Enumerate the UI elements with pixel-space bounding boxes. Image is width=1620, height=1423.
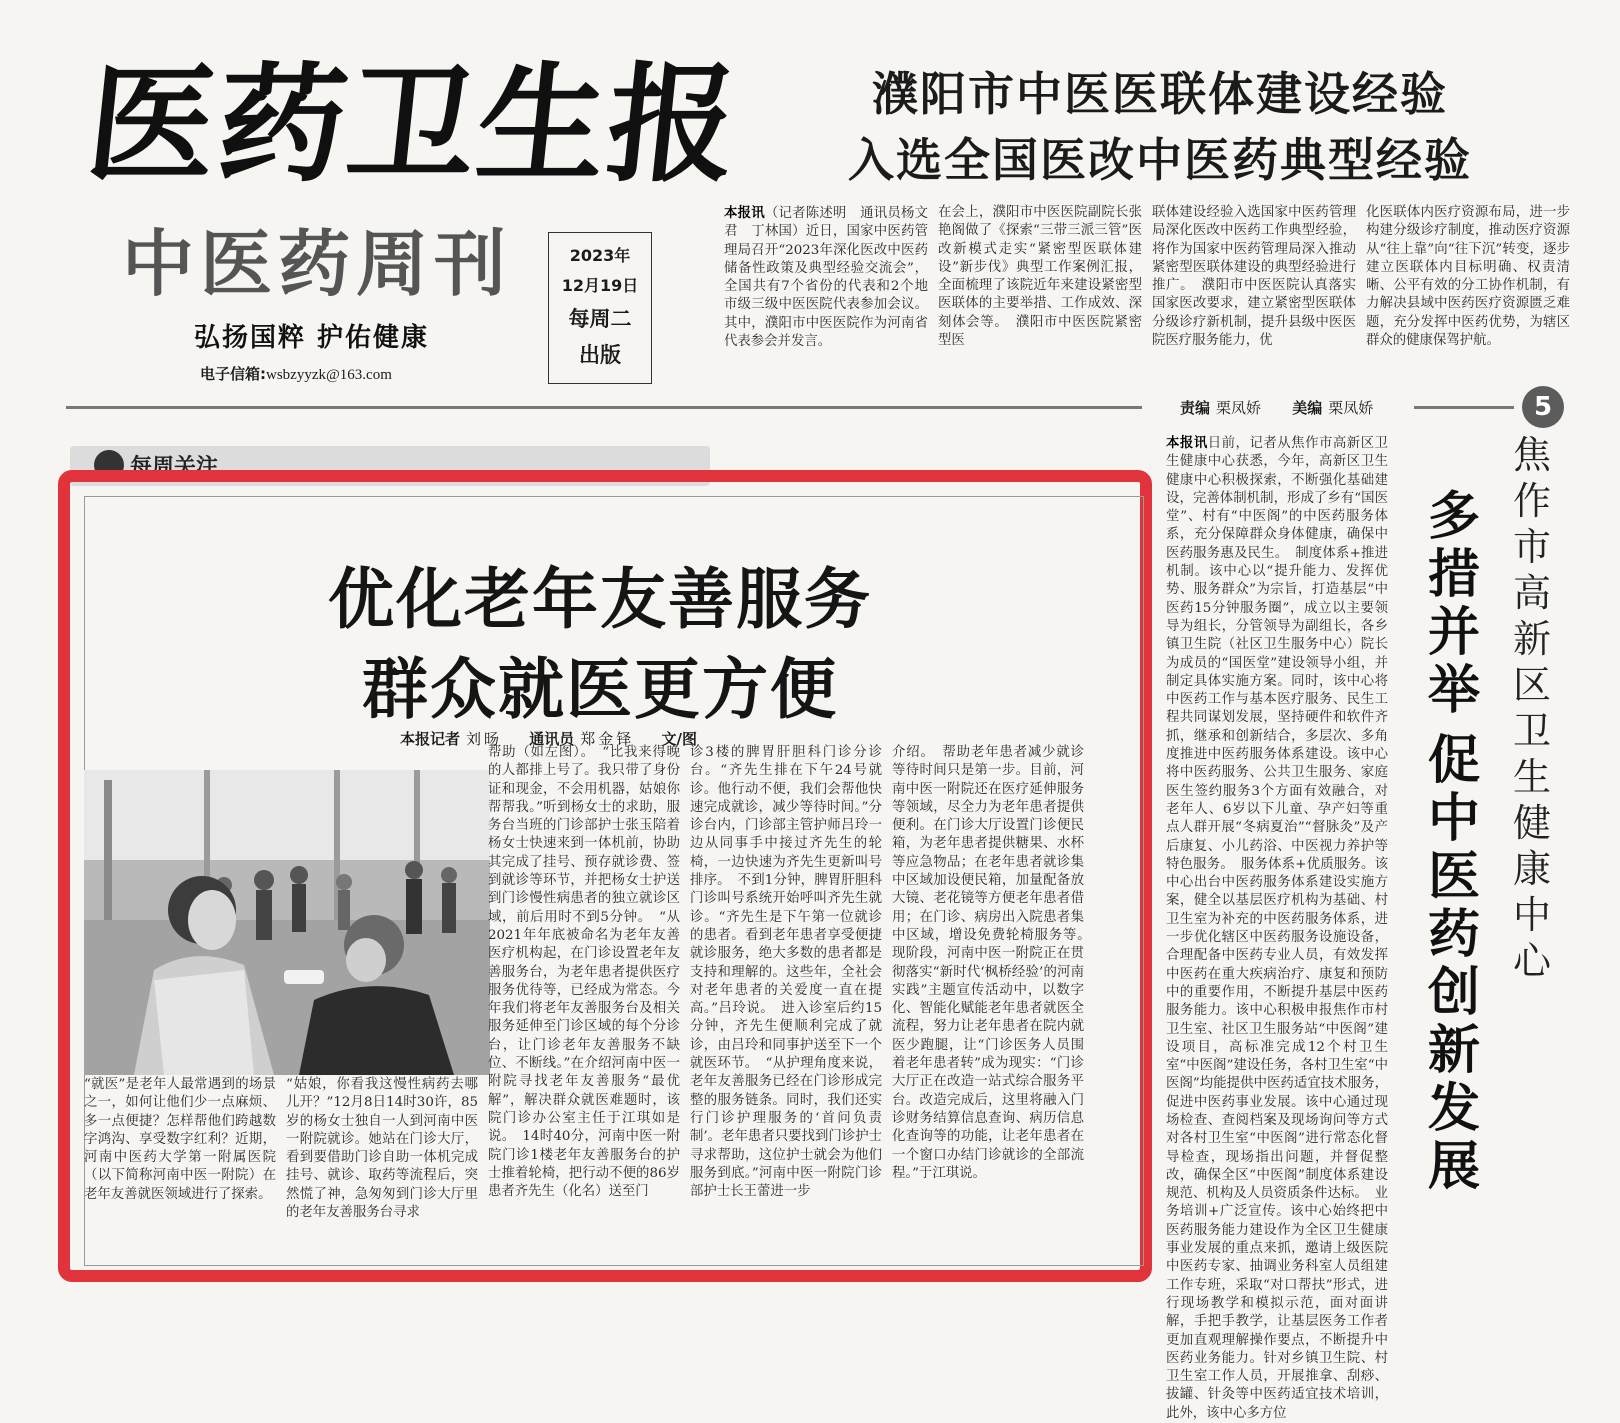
- art-editor-label: 美编: [1292, 399, 1323, 417]
- side-story-headline-big-2: 促中医药创新发展: [1427, 730, 1480, 1197]
- email-label: 电子信箱:: [200, 365, 266, 383]
- date-day: 12月19日: [561, 276, 639, 295]
- slogan: 弘扬国粹 护佑健康: [194, 323, 430, 353]
- column-tab-label: 每周关注: [130, 455, 219, 480]
- feature-col-1: “就医”是老年人最常遇到的场景之一，如何让他们少一点麻烦、多一点便捷？怎样帮他们跨越数字鸿沟、享受数字红利？近期，河南中医药大学第一附属医院（以下简称河南中医一附院）在老年友善就医领域进行了探索。: [84, 1077, 276, 1202]
- feature-col-4: 诊3楼的脾胃肝胆科门诊分诊台。“齐先生排在下午24号就诊。他行动不便，我们会帮他快速完成就诊，减少等待时间。”分诊台内，门诊部主管护师吕玲一边从同事手中接过齐先生的轮椅，一边快速为齐先生更新叫号排序。 不到1分钟，脾胃肝胆科门诊叫号系统开始呼叫齐先生就诊。“齐先生是下午第一位就诊的患者。看到老年患者享受便捷就诊服务，绝大多数的患者都是支持和理解的。这些年，全社会对老年患者的关爱度一直在提高。”吕玲说。 进入诊室后约15分钟，齐先生便顺利完成了就诊，由吕玲和同事护送至下一个就医环节。 “从护理角度来说，老年友善服务已经在门诊形成完整的服务链条。同时，我们还实行门诊护理服务的‘首问负责制’。老年患者只要找到门诊护士寻求帮助，这位护士就会为他们服务到底。”河南中医一附院门诊部护士长王蕾进一步: [690, 745, 882, 1200]
- reporter-label: 本报记者: [400, 730, 461, 748]
- side-story-text: 日前，记者从焦作市高新区卫生健康中心获悉，今年，高新区卫生健康中心积极探索，不断强化基础建设，完善体制机制，形成了乡有“国医堂”、村有“中医阁”的中医药服务体系，充分保障群众身体健康，确保中医药服务惠及民生。 制度体系+推进机制。该中心以“提升能力、发挥优势、服务群众”为宗旨，打造基层“中医药15分钟服务圈”，成立以主要领导为组长，分管领导为副组长，各乡镇卫生院（社区卫生服务中心）院长为成员的“国医堂”建设领导小组，并制定具体实施方案。同时，该中心将中医药工作与基本医疗服务、民生工程共同谋划发展，坚持硬件和软件齐抓，继承和创新结合，多层次、多角度推进中医药服务体系建设。该中心将中医药服务、公共卫生服务、家庭医生签约服务3个方面有效融合，对老年人、6岁以下儿童、孕产妇等重点人群开展“冬病夏治”“督脉灸”及产后康复、小儿药浴、中医视力养护等特色服务。 服务体系+优质服务。该中心出台中医药服务体系建设实施方案，健全以基层医疗机构为基础、村卫生室为补充的中医药服务体系，进一步优化辖区中医药服务设施设备，合理配备中医药专业人员，有效发挥中医药在重大疾病治疗、康复和预防中的重要作用，不断提升基层中医药服务能力。该中心积极申报焦作市村卫生室、社区卫生服务站“中医阁”建设项目，高标准完成12个村卫生室“中医阁”建设任务，各村卫生室“中医阁”均能提供中医药适宜技术服务，促进中医药事业发展。该中心通过现场检查、查阅档案及现场询问等方式对各村卫生室“中医阁”进行常态化督导检查，现场指出问题，并督促整改，确保全区“中医阁”制度体系建设规范、机构及人员资质条件达标。 业务培训+广泛宣传。该中心始终把中医药服务能力建设作为全区卫生健康事业发展的重点来抓，邀请上级医院中医药专家、抽调业务科室人员组建工作专班，采取“对口帮扶”形式，进行现场教学和模拟示范，面对面讲解，手把手教学，让基层医务工作者更加直观理解操作要点，不断提升中医药业务能力。针对乡镇卫生院、村卫生室工作人员，开展推拿、刮痧、拔罐、针灸等中医药适宜技术培训，此外，该中心多方位: [1166, 436, 1389, 1421]
- top-story-headline-2: 入选全国医改中医药典型经验: [848, 133, 1472, 187]
- top-story-col-3: 联体建设经验入选国家中医药管理局深化医改中医药工作典型经验，将作为国家中医药管理局深入推动紧密型医联体建设的典型经验进行推广。 濮阳市中医医院认真落实国家医改要求，建立紧密型医联体分级诊疗新机制，提升县级中医医院医疗服务能力，优: [1152, 205, 1356, 349]
- top-story-lead: 本报讯: [724, 205, 765, 221]
- side-story-body: [1166, 434, 1389, 1421]
- feature-col-3: 帮助（如左图）。 “比我来得晚的人都排上号了。我只带了身份证和现金，不会用机器，姑娘你帮帮我。”听到杨女士的求助，服务台当班的门诊部护士张玉陪着杨女士快速来到一体机前，协助其完成了挂号、预存就诊费、签到就诊等环节，并把杨女士护送到门诊慢性病患者的独立就诊区域，前后用时不到5分钟。 “从2021年年底被命名为老年友善医疗机构起，在门诊设置老年友善服务台，为老年患者提供医疗服务优待等，已经成为常态。今年我们将老年友善服务台及相关服务延伸至门诊区域的每个分诊台，让门诊老年友善服务不缺位、不断线。”在介绍河南中医一附院寻找老年友善服务“最优解”，解决群众就医难题时，该院门诊办公室主任于江琪如是说。 14时40分，河南中医一附院门诊1楼老年友善服务台的护士推着轮椅，把行动不便的86岁患者齐先生（化名）送至门: [488, 745, 680, 1200]
- top-story-col-4: 化医联体内医疗资源布局，进一步构建分级诊疗制度，推动医疗资源从“往上靠”向“往下沉”转变，逐步建立医联体内目标明确、权责清晰、公平有效的分工协作机制，有力解决县域中医药医疗资源匮乏难题，充分发挥中医药优势，为辖区群众的健康保驾护航。: [1366, 205, 1570, 349]
- top-story-col-1-text: （记者陈述明 通讯员杨文君 丁林国）近日，国家中医药管理局召开“2023年深化医改中医药储备性政策及典型经验交流会”，全国共有7个省份的代表和2个地市级三级中医医院代表参加会议。其中，濮阳市中医医院作为河南省代表参会并发言。: [724, 206, 929, 350]
- correspondent-label: 通讯员: [529, 730, 575, 748]
- top-story-headline-1: 濮阳市中医医联体建设经验: [872, 67, 1448, 121]
- divider-rule-right: [1414, 406, 1514, 409]
- correspondent-name: 郑金铎: [580, 730, 635, 748]
- feature-headline-2: 群众就医更方便: [362, 650, 838, 728]
- reporter-name: 刘旸: [466, 730, 503, 748]
- editor-label: 责编: [1180, 399, 1211, 417]
- date-box: [548, 232, 652, 384]
- side-story-lead: 本报讯: [1166, 435, 1208, 451]
- credit-label: 文/图: [661, 730, 698, 748]
- date-year: 2023年: [569, 246, 631, 265]
- top-story-col-1: [724, 204, 928, 364]
- feature-col-5: 介绍。 帮助老年患者减少就诊等待时间只是第一步。目前，河南中医一附院还在医疗延伸服务等领域，尽全力为老年患者提供便利。在门诊大厅设置门诊便民箱，为老年患者提供糖果、水杯等应急物品；在老年患者就诊集中区域加设便民箱，加量配备放大镜、老花镜等方便老年患者借用；在门诊、病房出入院患者集中区域，增设免费轮椅服务等。 现阶段，河南中医一附院正在贯彻落实“新时代‘枫桥经验’的河南实践”主题宣传活动中，以数字化、智能化赋能老年患者就医全流程，努力让老年患者在院内就医少跑腿，让“门诊医务人员围着老年患者转”成为现实：“门诊大厅正在改造一站式综合服务平台。改造完成后，这里将融入门诊财务结算信息查询、病历信息化查询等的功能，让老年患者在一个窗口办结门诊就诊的全部流程。”于江琪说。: [892, 745, 1098, 1181]
- side-story-headline-small: 焦作市高新区卫生健康中心: [1512, 433, 1551, 983]
- editors-line: [1180, 398, 1399, 418]
- masthead-title: 医药卫生报: [80, 50, 746, 200]
- editor-name: 栗凤娇: [1216, 399, 1262, 417]
- side-story-headline-big-1: 多措并举: [1427, 486, 1480, 721]
- feature-photo: [84, 770, 490, 1075]
- feature-photo-image: [84, 770, 490, 1075]
- email-address[interactable]: wsbzyyzk@163.com: [266, 367, 392, 383]
- feature-col-2: “姑娘，你看我这慢性病药去哪儿开？”12月8日14时30许，85岁的杨女士独自一人到河南中医一附院就诊。她站在门诊大厅，看到要借助门诊自助一体机完成挂号、就诊、取药等流程后，突然慌了神，急匆匆到门诊大厅里的老年友善服务台寻求: [286, 1077, 478, 1221]
- art-editor-name: 栗凤娇: [1328, 399, 1374, 417]
- divider-rule-left: [66, 406, 1142, 409]
- date-publish: 出版: [579, 343, 621, 367]
- section-title: 中医药周刊: [122, 221, 513, 306]
- top-story-col-2: 在会上，濮阳市中医医院副院长张艳阁做了《探索“三带三派三管”医改新模式走实“紧密型医联体建设”新步伐》典型工作案例汇报，全面梳理了该院近年来建设紧密型医联体的主要举措、工作成效、深刻体会等。 濮阳市中医医院紧密型医: [938, 205, 1142, 349]
- feature-headline-1: 优化老年友善服务: [328, 560, 872, 638]
- email-row: [200, 364, 392, 385]
- date-frequency: 每周二: [568, 307, 632, 331]
- page-number-badge: 5: [1522, 386, 1564, 428]
